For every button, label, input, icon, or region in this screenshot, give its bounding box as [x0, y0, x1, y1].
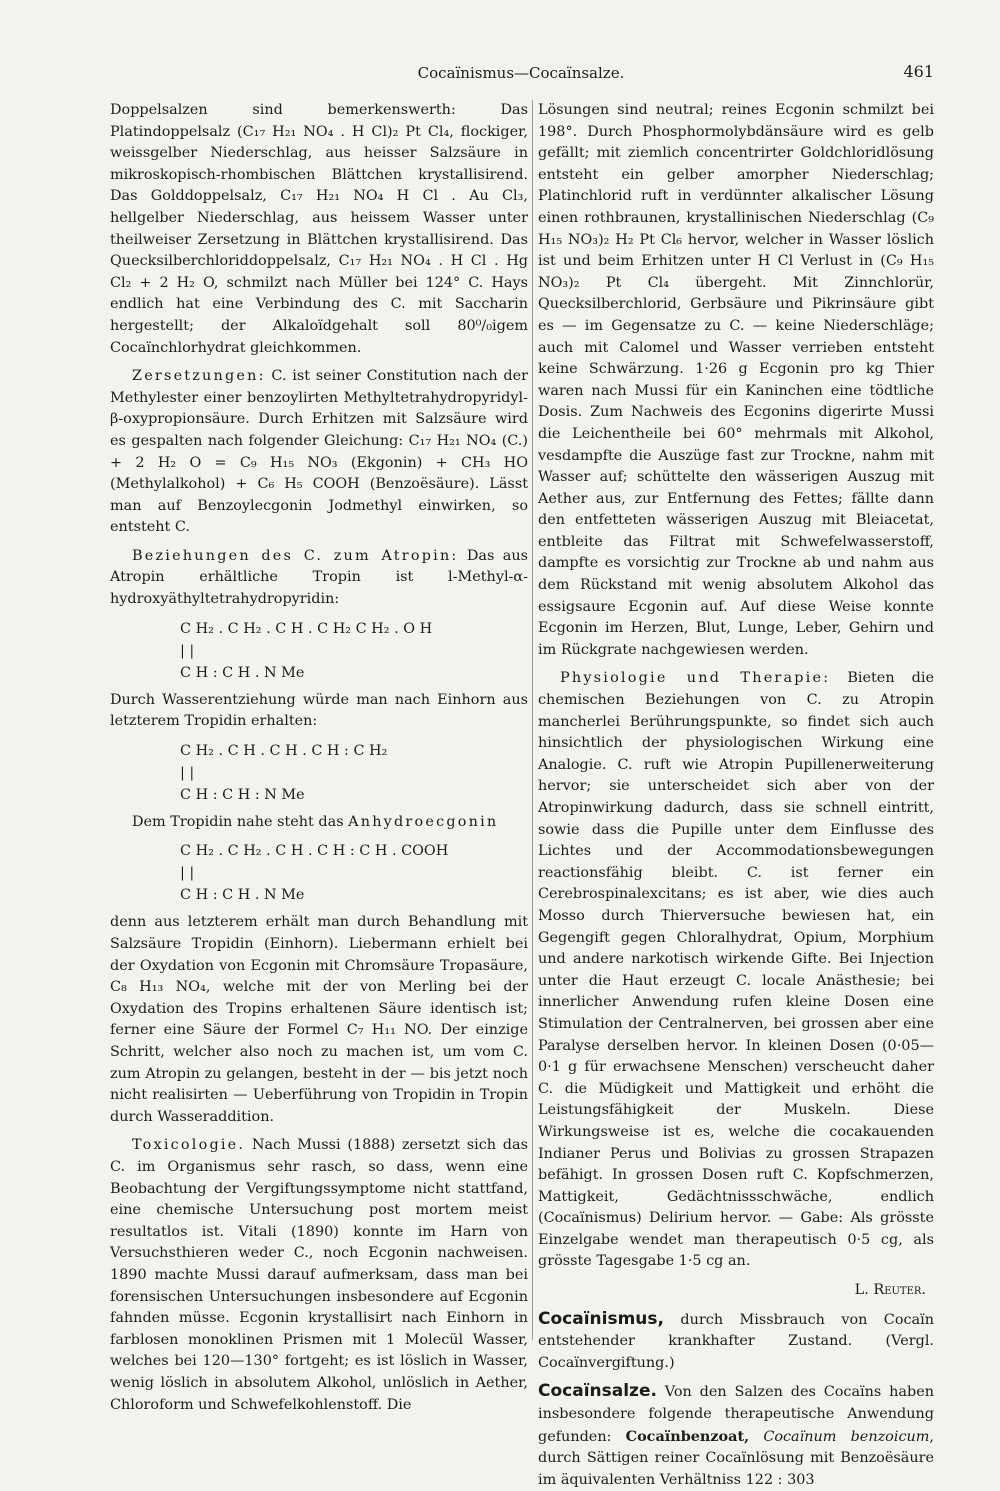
entry-cocainismus	[538, 1309, 934, 1375]
paragraph-text: C. ist seiner Constitution nach der Methylester einer benzoylirten Methyltetrahydropyridyl-β-oxypropionsäure. Durch Erhitzen mit Salzsäure wird es gespalten nach folgender Gleichung: C₁₇ H₂₁ NO₄ (C.) + 2 H₂ O = C₉ H₁₅ NO₃ (Ekgonin) + CH₃ HO (Methylalkohol) + C₆ H₅ COOH (Benzoësäure). Lässt man auf Benzoylecgonin Jodmethyl einwirken, so entsteht C.	[110, 368, 528, 536]
column-divider	[532, 100, 533, 1340]
formula-bond-line: | |	[180, 865, 195, 882]
section-heading-zersetzungen: Zersetzungen:	[132, 368, 266, 385]
paragraph-oxydation: denn aus letzterem erhält man durch Behandlung mit Salzsäure Tropidin (Einhorn). Liebermann erhielt bei der Oxydation von Ecgonin mit Chromsäure Tropasäure, C₈ H₁₃ NO₄, welche mit der von Merling bei der Oxydation des Tropins erhaltenen Säure identisch ist; ferner eine Säure der Formel C₇ H₁₁ NO. Der einzige Schritt, welcher also noch zu machen ist, um vom C. zum Atropin zu gelangen, besteht in der — bis jetzt noch nicht realisirten — Ueberführung von Tropidin in Tropin durch Wasseraddition.	[110, 914, 528, 1125]
section-heading-physiologie: Physiologie und Therapie:	[560, 670, 831, 687]
formula-tropidin	[110, 740, 528, 806]
formula-line: C H : C H . N Me	[180, 887, 305, 904]
formula-line: C H₂ . C H₂ . C H . C H : C H . COOH	[180, 843, 449, 860]
paragraph-zersetzungen	[110, 366, 528, 539]
paragraph-tropidin: Durch Wasserentziehung würde man nach Einhorn aus letzterem Tropidin erhalten:	[110, 691, 528, 730]
paragraph-text: Bieten die chemischen Beziehungen von C. zu Atropin mancherlei Berührungspunkte, so findet sich auch hinsichtlich der physiologischen Wirkung eine Analogie. C. ruft wie Atropin Pupillenerweiterung hervor; sie unterscheidet sich aber von der Atropinwirkung dadurch, dass sie schnell eintritt, sowie dass die Pupille unter dem Einflusse des Lichtes und der Accommodationsbewegungen reactionsfähig bleibt. C. ist ferner ein Cerebrospinalexcitans; es ist aber, wie dies auch Mosso durch Thierversuche bewiesen hat, ein Gegengift gegen Chloralhydrat, Opium, Morphium und andere narkotisch wirkende Gifte. Bei Injection unter die Haut erzeugt C. locale Anästhesie; bei innerlicher Anwendung rufen kleine Dosen eine Stimulation der Centralnerven, bei grossen aber eine Paralyse derselben hervor. In kleinen Dosen (0·05—0·1 g für erwachsene Menschen) verscheucht daher C. die Müdigkeit und Mattigkeit und erhöht die Leistungsfähigkeit der Muskeln. Diese Wirkungsweise ist es, welche die cocakauenden Indianer Perus und Bolivias zu grossen Strapazen befähigt. In grossen Dosen ruft C. Kopfschmerzen, Mattigkeit, Gedächtnissschwäche, endlich (Cocaïnismus) Delirium hervor. — Gabe: Als grösste Einzelgabe wendet man therapeutisch 0·5 cg, als grösste Tagesgabe 1·5 cg an.	[538, 670, 934, 1270]
term-anhydroecgonin: Anhydroecgonin	[348, 813, 499, 830]
term-cocainbenzoat: Cocaïnbenzoat,	[625, 1427, 750, 1445]
paragraph-text: Das aus Atropin erhältliche Tropin ist l-Methyl-α-hydroxyäthyltetrahydropyridin:	[110, 547, 528, 608]
paragraph-anhydroecgonin	[110, 812, 528, 834]
formula-anhydroecgonin	[110, 840, 528, 906]
paragraph-beziehungen	[110, 546, 528, 611]
entry-heading-cocainismus: Cocaïnismus,	[538, 1308, 664, 1329]
entry-cocainsalze	[538, 1381, 934, 1491]
formula-line: C H : C H . N Me	[180, 664, 305, 681]
author-signature: L. Reuter.	[854, 1282, 926, 1299]
paragraph-physiologie	[538, 668, 934, 1273]
formula-tropin	[110, 618, 528, 684]
entry-heading-cocainsalze: Cocaïnsalze.	[538, 1381, 657, 1402]
right-column	[538, 100, 934, 1488]
paragraph-doppelsalze: Doppelsalzen sind bemerkenswerth: Das Platindoppelsalz (C₁₇ H₂₁ NO₄ . H Cl)₂ Pt Cl₄, flockiger, weissgelber Niederschlag, aus heisser Salzsäure in mikroskopisch-rhombischen Blättchen krystallisirend. Das Golddoppelsalz, C₁₇ H₂₁ NO₄ H Cl . Au Cl₃, hellgelber Niederschlag, aus heissem Wasser unter theilweiser Zersetzung in Blättchen krystallisirend. Das Quecksilberchloriddoppelsalz, C₁₇ H₂₁ NO₄ . H Cl . Hg Cl₂ + 2 H₂ O, schmilzt nach Müller bei 124° C. Hays endlich hat eine Verbindung des C. mit Saccharin hergestellt; der Alkaloïdgehalt soll 80⁰/₀igem Cocaïnchlorhydrat gleichkommen.	[110, 102, 528, 356]
paragraph-text: Nach Mussi (1888) zersetzt sich das C. im Organismus sehr rasch, so dass, wenn eine Beobachtung der Vergiftungssymptome nicht stattfand, eine chemische Untersuchung post mortem meist resultatlos ist. Vitali (1890) konnte im Harn von Versuchsthieren weder C., noch Ecgonin nachweisen. 1890 machte Mussi darauf aufmerksam, dass man bei forensischen Untersuchungen insbesondere auf Ecgonin fahnden müsse. Ecgonin krystallisirt nach Einhorn in farblosen monoklinen Prismen mit 1 Molecül Wasser, welches bei 120—130° fortgeht; es ist löslich in Wasser, wenig löslich in absolutem Alkohol, unlöslich in Aether, Chloroform und Schwefelkohlenstoff. Die	[110, 1137, 528, 1413]
paragraph-text: Dem Tropidin nahe steht das	[132, 813, 349, 830]
running-header	[108, 62, 934, 86]
running-title: Cocaïnismus—Cocaïnsalze.	[417, 64, 625, 82]
entry-text: durch Missbrauch von Cocaïn entstehender krankhafter Zustand. (Vergl. Cocaïnvergiftung.)	[538, 1311, 934, 1371]
entry-text: , durch Sättigen reiner Cocaïnlösung mit Benzoësäure im äquivalenten Verhältniss 122 : 303	[538, 1428, 934, 1488]
paragraph-toxicologie	[110, 1135, 528, 1416]
section-heading-beziehungen: Beziehungen des C. zum Atropin:	[132, 547, 459, 564]
formula-line: C H₂ . C H₂ . C H . C H₂ C H₂ . O H	[180, 620, 433, 637]
left-column	[110, 100, 528, 1440]
formula-bond-line: | |	[180, 764, 195, 781]
term-latin-name: Cocaïnum benzoicum	[749, 1428, 930, 1445]
section-heading-toxicologie: Toxicologie.	[132, 1137, 246, 1154]
formula-line: C H₂ . C H . C H . C H : C H₂	[180, 742, 388, 759]
page-number: 461	[903, 62, 934, 81]
entry-text: Von den Salzen des Cocaïns haben insbesondere folgende therapeutische Anwendung gefunden:	[538, 1384, 934, 1445]
paragraph-loesungen: Lösungen sind neutral; reines Ecgonin schmilzt bei 198°. Durch Phosphormolybdänsäure wird es gelb gefällt; mit ziemlich concentrirter Goldchloridlösung entsteht ein gelber amorpher Niederschlag; Platinchlorid ruft in verdünnter alkalischer Lösung einen rothbraunen, krystallinischen Niederschlag (C₉ H₁₅ NO₃)₂ H₂ Pt Cl₆ hervor, welcher in Wasser löslich ist und beim Erhitzen unter H Cl Verlust in (C₉ H₁₅ NO₃)₂ Pt Cl₄ übergeht. Mit Zinnchlorür, Quecksilberchlorid, Gerbsäure und Pikrinsäure gibt es — im Gegensatze zu C. — keine Niederschläge; auch mit Calomel und Wasser verrieben entsteht keine Schwärzung. 1·26 g Ecgonin pro kg Thier waren nach Mussi für ein Kaninchen eine tödtliche Dosis. Zum Nachweis des Ecgonins digerirte Mussi die Leichentheile bei 60° mehrmals mit Alkohol, vesdampfte die Auszüge fast zur Trockne, nahm mit Wasser auf; schüttelte den wässerigen Auszug mit Aether aus, zur Entfernung des Fettes; fällte dann den entfetteten wässerigen Auszug mit Bleiacetat, entbleite das Filtrat mit Schwefelwasserstoff, dampfte es vorsichtig zur Trockne ab und nahm aus dem Rückstand mit wenig absolutem Alkohol das essigsaure Ecgonin auf. Auf diese Weise konnte Ecgonin im Herzen, Blut, Lunge, Leber, Gehirn und im Rückgrate nachgewiesen werden.	[538, 102, 934, 658]
formula-bond-line: | |	[180, 642, 195, 659]
formula-line: C H : C H : N Me	[180, 786, 305, 803]
